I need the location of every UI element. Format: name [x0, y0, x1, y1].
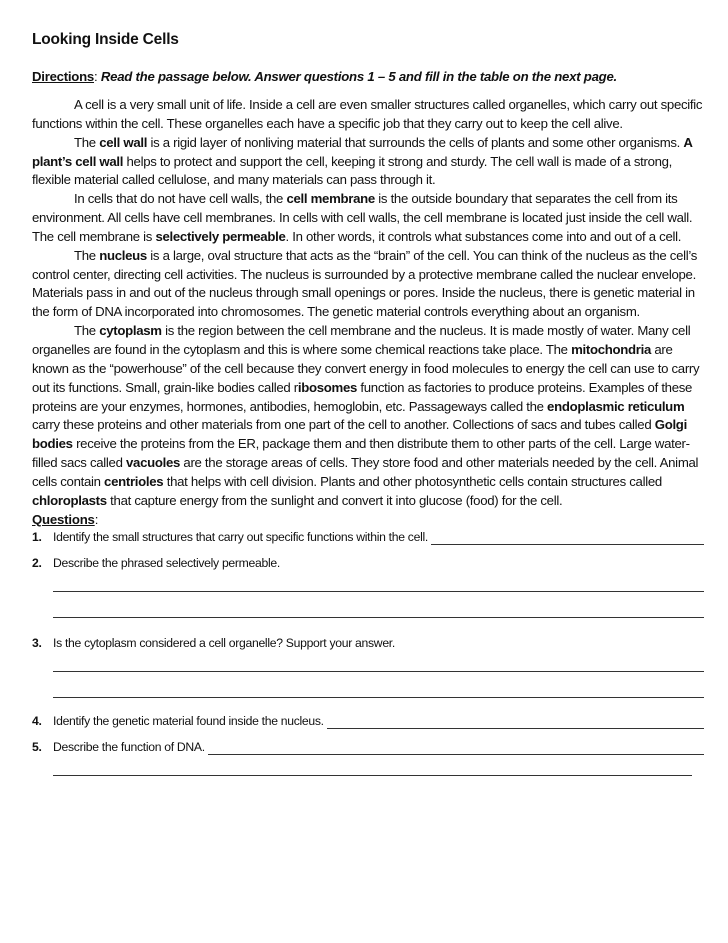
passage-text: . In other words, it controls what substances come into and out of a cell. — [285, 228, 682, 244]
worksheet-page — [32, 30, 704, 799]
passage-text: The — [74, 323, 100, 339]
passage-text: that helps with cell division. Plants and other photosynthetic cells contain structures called — [163, 473, 662, 489]
passage-text: are known as the “powerhouse” of the cell because they convert energy in food molecules to energy the cell can use to carry out its functions. Small, grain-like bodies called r — [32, 341, 700, 395]
passage-text: are the storage areas of cells. They store food and other materials needed by the cell. Animal cells contain — [32, 455, 699, 489]
paragraph-cell-membrane — [32, 190, 704, 247]
answer-line[interactable] — [53, 697, 704, 698]
answer-line[interactable] — [53, 775, 692, 776]
paragraph-nucleus — [32, 247, 704, 322]
answer-blank[interactable] — [327, 715, 704, 729]
question-text: Describe the function of DNA. — [53, 739, 205, 754]
question-text: Is the cytoplasm considered a cell organelle? Support your answer. — [53, 635, 395, 650]
passage-text: that capture energy from the sunlight and convert it into glucose (food) for the cell. — [106, 492, 563, 508]
question-text: Identify the genetic material found inside the nucleus. — [53, 713, 324, 728]
question-number: 5. — [32, 739, 42, 754]
passage-text: In cells that do not have cell walls, the — [74, 191, 287, 207]
questions-heading-colon: : — [94, 511, 99, 527]
question-4 — [32, 713, 704, 739]
passage-text: function as factories to produce proteins. Examples of these proteins are your enzymes, hormones, antibodies, hemoglobin, etc. Passageways called the — [32, 379, 693, 414]
passage-text: is the outside boundary that separates the cell from its environment. All cells have cell membranes. In cells with cell walls, the cell membrane is located just inside the cell wall. The cell membrane is — [32, 191, 693, 244]
bold-term: cytoplasm — [99, 323, 162, 339]
passage-text: is the region between the cell membrane and the nucleus. It is made mostly of water. Many cell organelles are found in the cytoplasm and this is where some chemical reactions take place. The — [32, 323, 691, 357]
passage-text: helps to protect and support the cell, keeping it strong and sturdy. The cell wall is made of a strong, flexible material called cellulose, and many materials can pass through it. — [32, 153, 673, 188]
bold-term: vacuoles — [126, 455, 181, 471]
directions — [32, 68, 704, 86]
directions-text: Read the passage below. Answer questions 1 – 5 and fill in the table on the next page. — [97, 69, 617, 84]
answer-line[interactable] — [53, 591, 704, 592]
question-3 — [32, 635, 704, 713]
passage-text: is a large, oval structure that acts as the “brain” of the cell. You can think of the nucleus as the cell’s control center, directing cell activities. The nucleus is surrounded by a protective membrane called the nuclear envelope. Materials pass in and out of the nucleus through small openings or pores. Inside the nucleus, there is genetic material in the form of DNA incorporated into chromosomes. The genetic material controls everything about an organism. — [32, 247, 698, 320]
paragraph-cell-wall — [32, 134, 704, 191]
bold-term: selectively permeable — [155, 228, 286, 244]
question-5 — [32, 739, 704, 799]
bold-term: cell membrane — [286, 191, 375, 207]
directions-label: Directions — [32, 69, 94, 84]
answer-line[interactable] — [53, 671, 704, 672]
question-number: 4. — [32, 713, 42, 728]
bold-term: cell wall — [99, 134, 148, 150]
bold-term: mitochondria — [571, 341, 651, 357]
answer-line[interactable] — [53, 617, 704, 618]
question-2 — [32, 555, 704, 635]
bold-term: ibosomes — [297, 379, 358, 395]
bold-term: centrioles — [104, 473, 164, 489]
question-text: Identify the small structures that carry out specific functions within the cell. — [53, 529, 428, 544]
passage-text: The — [74, 247, 100, 263]
directions-colon: : — [94, 69, 98, 84]
bold-term: endoplasmic reticulum — [547, 398, 685, 414]
questions-heading — [32, 511, 704, 529]
passage-text: receive the proteins from the ER, package them and then distribute them to other parts of the cell. Large water-filled sacs called — [32, 436, 690, 471]
passage-text: carry these proteins and other materials from one part of the cell to another. Collections of sacs and tubes called — [32, 417, 655, 433]
bold-term: A plant’s cell wall — [32, 134, 693, 169]
passage-text: The — [74, 134, 100, 150]
answer-blank[interactable] — [208, 741, 704, 755]
question-number: 3. — [32, 635, 42, 650]
passage-text: is a rigid layer of nonliving material that surrounds the cells of plants and some other organisms. — [147, 134, 684, 150]
question-number: 1. — [32, 529, 42, 544]
bold-term: nucleus — [99, 247, 147, 263]
reading-passage — [32, 96, 704, 511]
question-number: 2. — [32, 555, 42, 570]
passage-text: A cell is a very small unit of life. Inside a cell are even smaller structures called organelles, which carry out specific functions within the cell. These organelles each have a specific job that they carry out to keep the cell alive. — [32, 97, 703, 131]
questions-heading-label: Questions — [32, 511, 95, 527]
bold-term: chloroplasts — [32, 492, 107, 508]
question-1 — [32, 529, 704, 555]
page-title: Looking Inside Cells — [32, 31, 179, 48]
bold-term: Golgi bodies — [32, 417, 687, 452]
paragraph-cytoplasm — [32, 322, 704, 510]
paragraph-intro — [32, 96, 704, 134]
question-text: Describe the phrased selectively permeable. — [53, 555, 280, 570]
answer-blank[interactable] — [431, 531, 704, 545]
